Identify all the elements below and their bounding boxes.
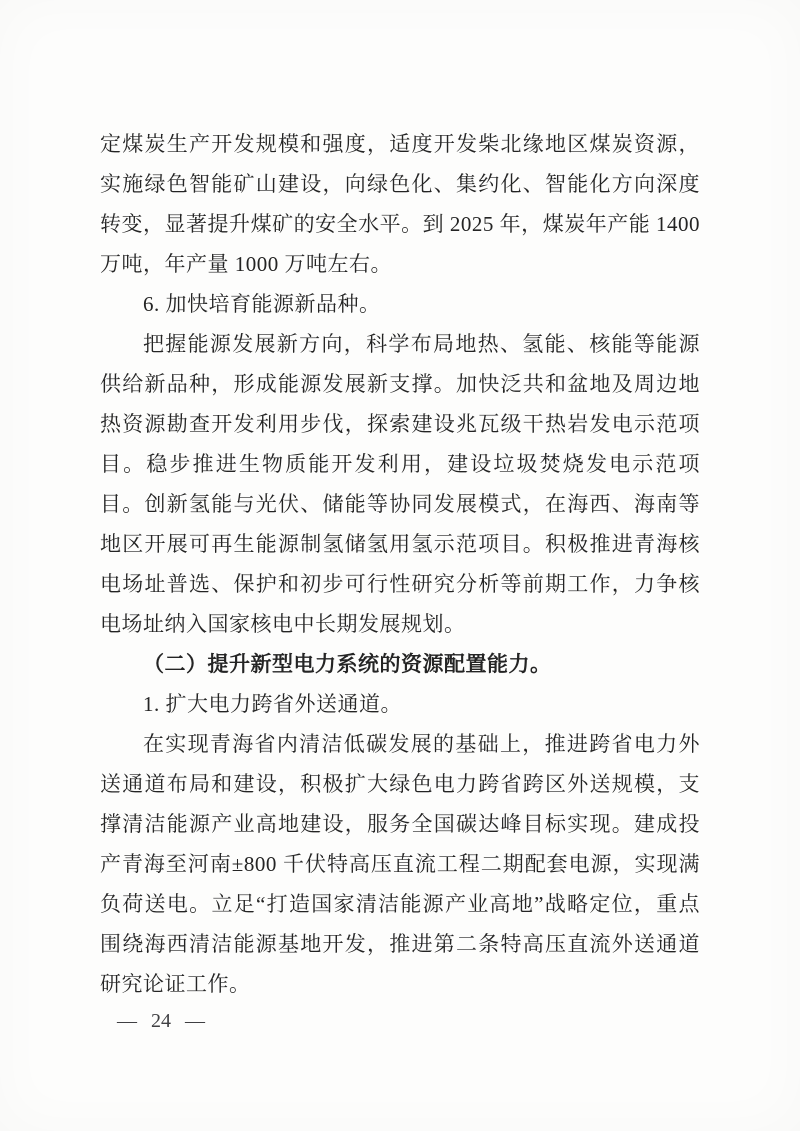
- footer-dash-right: —: [185, 1010, 205, 1032]
- paragraph-power-transmission: 在实现青海省内清洁低碳发展的基础上，推进跨省电力外送通道布局和建设，积极扩大绿色电力跨省跨区外送规模，支撑清洁能源产业高地建设，服务全国碳达峰目标实现。建成投产青海至河南±800 千伏特高压直流工程二期配套电源，实现满负荷送电。立足“打造国家清洁能源产业高地”战略定位，重点围绕海西清洁能源基地开发，推进第二条特高压直流外送通道研究论证工作。: [100, 732, 700, 996]
- page-footer: [117, 1006, 205, 1036]
- section-heading-power-system: （二）提升新型电力系统的资源配置能力。: [143, 652, 552, 676]
- paragraph-item-6-heading: 6. 加快培育能源新品种。: [143, 292, 381, 316]
- paragraph-item-1-heading: 1. 扩大电力跨省外送通道。: [143, 692, 402, 716]
- page-number: 24: [151, 1010, 171, 1032]
- footer-dash-left: —: [117, 1010, 137, 1032]
- paragraph-coal-production: 定煤炭生产开发规模和强度，适度开发柴北缘地区煤炭资源，实施绿色智能矿山建设，向绿色化、集约化、智能化方向深度转变，显著提升煤矿的安全水平。到 2025 年，煤炭年产能 1400 万吨，年产量 1000 万吨左右。: [100, 132, 700, 276]
- paragraph-new-energy-varieties: 把握能源发展新方向，科学布局地热、氢能、核能等能源供给新品种，形成能源发展新支撑。加快泛共和盆地及周边地热资源勘查开发利用步伐，探索建设兆瓦级干热岩发电示范项目。稳步推进生物质能开发利用，建设垃圾焚烧发电示范项目。创新氢能与光伏、储能等协同发展模式，在海西、海南等地区开展可再生能源制氢储氢用氢示范项目。积极推进青海核电场址普选、保护和初步可行性研究分析等前期工作，力争核电场址纳入国家核电中长期发展规划。: [100, 332, 700, 636]
- document-body: [100, 124, 700, 1004]
